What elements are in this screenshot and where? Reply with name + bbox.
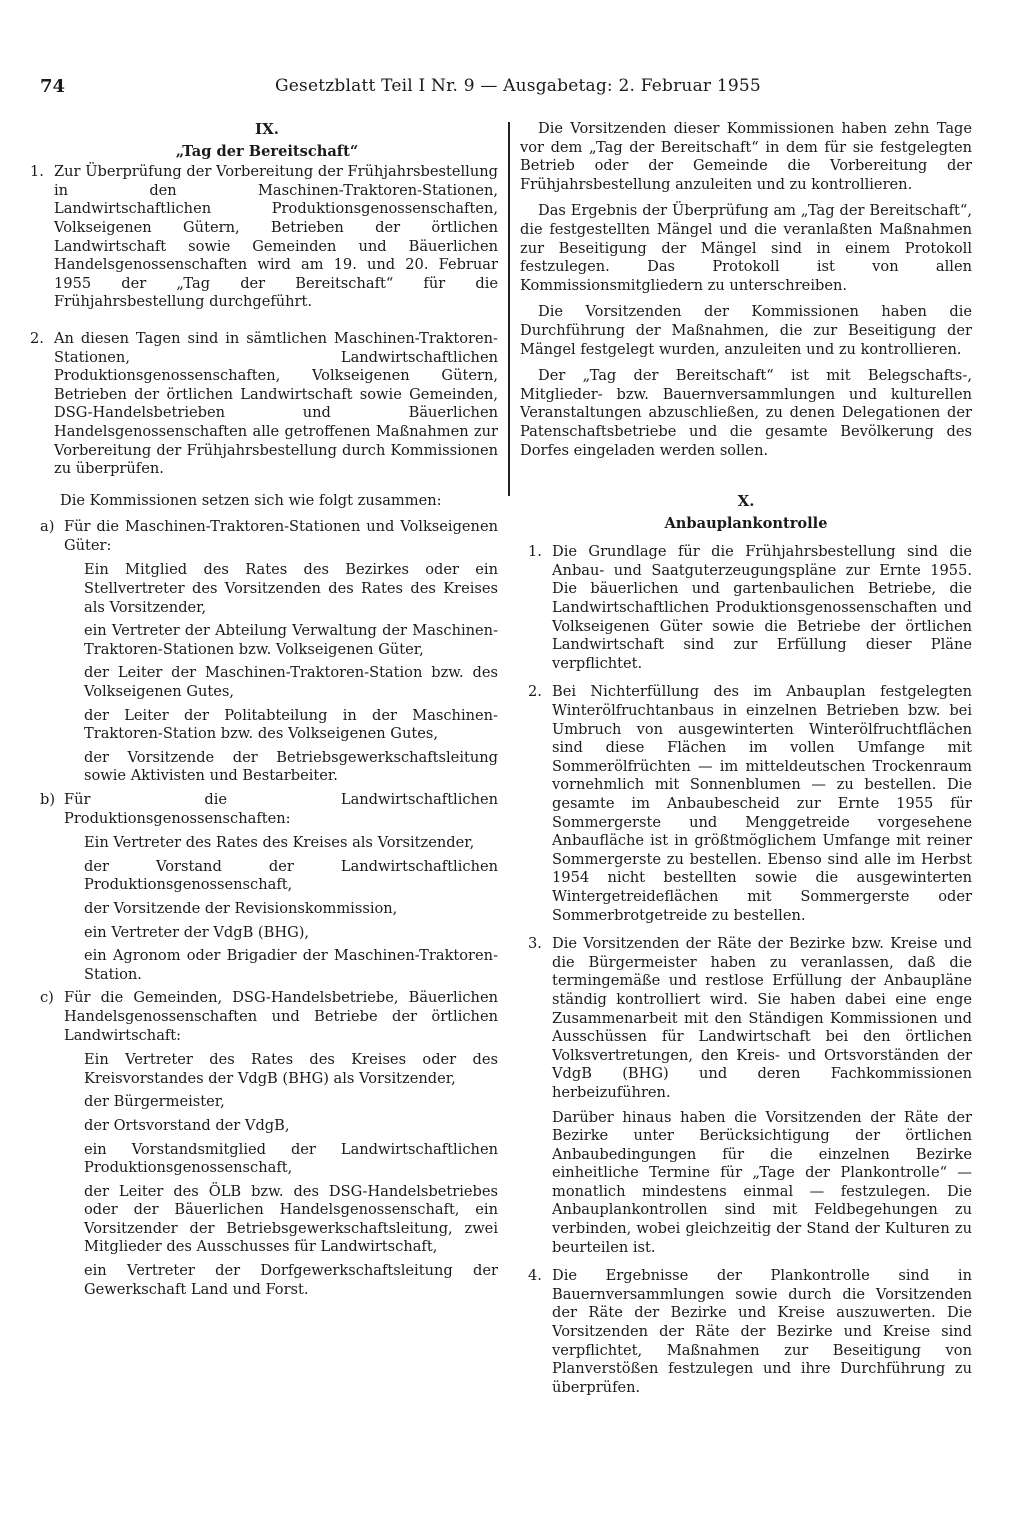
sub-c-entries: [36, 1051, 498, 1299]
section-ix-number: IX.: [255, 120, 279, 138]
sub-a-entry: der Leiter der Maschinen-Traktoren-Station bzw. des Volkseigenen Gutes,: [84, 664, 498, 701]
x-item-2-number: 2.: [528, 683, 542, 701]
sub-c-entry: der Ortsvorstand der VdgB,: [84, 1116, 290, 1134]
sub-b-entry: Ein Vertreter des Rates des Kreises als Vorsitzender,: [84, 834, 475, 852]
sub-c-entry: der Leiter des ÖLB bzw. des DSG-Handelsbetriebes oder der Bäuerlichen Handelsgenossenschaft, ein Vorsitzender der Betriebsgewerkschaftsleitung, zwei Mitglieder des Ausschusses für Landwirtschaft,: [84, 1182, 498, 1256]
page-number: 74: [40, 76, 66, 97]
gazette-title: Gesetzblatt Teil I Nr. 9 — Ausgabetag: 2. Februar 1955: [275, 76, 761, 96]
sub-c: [36, 989, 498, 1045]
left-column: [30, 120, 498, 1304]
ix-item-2-text: An diesen Tagen sind in sämtlichen Maschinen-Traktoren-Stationen, Landwirtschaftlichen Produktionsgenossenschaften, Volkseigenen Gütern, Betrieben der örtlichen Landwirtschaft sowie Gemeinden, DSG-Handelsbetrieben und Bäuerlichen Handelsgenossenschaften alle getroffenen Maßnahmen zur Vorbereitung der Frühjahrsbestellung durch Kommissionen zu überprüfen.: [54, 329, 498, 478]
ix-continuation-paragraph: Das Ergebnis der Überprüfung am „Tag der Bereitschaft“, die festgestellten Mängel und die veranlaßten Maßnahmen zur Beseitigung der Mängel sind in einem Protokoll festzulegen. Das Protokoll ist von allen Kommissionsmitgliedern zu unterschreiben.: [520, 202, 972, 294]
sub-a-entry: ein Vertreter der Abteilung Verwaltung der Maschinen-Traktoren-Stationen bzw. Volkseigenen Güter,: [84, 622, 498, 658]
ix-item-2: [30, 330, 498, 479]
sub-b-entry: der Vorstand der Landwirtschaftlichen Produktionsgenossenschaft,: [84, 857, 498, 894]
sub-a-entry: der Vorsitzende der Betriebsgewerkschaftsleitung sowie Aktivisten und Bestarbeiter.: [84, 748, 498, 785]
sub-c-entry: Ein Vertreter des Rates des Kreises oder des Kreisvorstandes der VdgB (BHG) als Vorsitzender,: [84, 1051, 498, 1087]
sub-a-heading: Für die Maschinen-Traktoren-Stationen und Volkseigenen Güter:: [64, 518, 498, 554]
x-item-2-text: Bei Nichterfüllung des im Anbauplan festgelegten Winterölfruchtanbaus in einzelnen Betrieben bzw. bei Umbruch von ausgewinterten Winterölfruchtflächen sind diese Flächen im vollen Umfange mit Sommerölfrüchten — im mitteldeutschen Trockenraum vornehmlich mit Sonnenblumen — zu bestellen. Die gesamte im Anbaubescheid zur Ernte 1955 für Sommergerste und Menggetreide vorgesehene Anbaufläche ist in größtmöglichem Umfange mit reiner Sommergerste zu bestellen. Ebenso sind alle im Herbst 1954 nicht bestellten sowie die ausgewinterten Wintergetreideflächen mit Sommergerste oder Sommerbrotgetreide zu bestellen.: [552, 683, 972, 924]
x-item-3: [520, 935, 972, 1102]
x-item-4-text: Die Ergebnisse der Plankontrolle sind in Bauernversammlungen sowie durch die Vorsitzenden der Räte der Bezirke und Kreise auszuwerten. Die Vorsitzenden der Räte der Bezirke und Kreise sind verpflichtet, Maßnahmen zur Beseitigung von Planverstößen festzulegen und ihre Durchführung zu überprüfen.: [552, 1267, 972, 1396]
section-gap: [520, 468, 972, 492]
sub-c-heading: Für die Gemeinden, DSG-Handelsbetriebe, Bäuerlichen Handelsgenossenschaften und Betriebe der örtlichen Landwirtschaft:: [64, 989, 498, 1044]
sub-c-entry: ein Vertreter der Dorfgewerkschaftsleitung der Gewerkschaft Land und Forst.: [84, 1262, 498, 1298]
commissions-intro: Die Kommissionen setzen sich wie folgt zusammen:: [60, 491, 442, 509]
x-item-1-number: 1.: [528, 543, 542, 561]
x-item-3-number: 3.: [528, 935, 542, 953]
sub-b: [36, 791, 498, 828]
x-item-1: [520, 543, 972, 673]
column-rule: [508, 122, 510, 496]
ix-continuation-paragraph: Der „Tag der Bereitschaft“ ist mit Belegschafts-, Mitglieder- bzw. Bauernversammlungen und kulturellen Veranstaltungen abzuschließen, zu denen Delegationen der Patenschaftsbetriebe und die gesamte Bevölkerung des Dorfes eingeladen werden sollen.: [520, 367, 972, 459]
sub-c-label: c): [40, 989, 54, 1007]
x-item-2: [520, 683, 972, 925]
x-item-3-paragraph-2: Darüber hinaus haben die Vorsitzenden der Räte der Bezirke unter Berücksichtigung der örtlichen Anbaubedingungen für die einzelnen Bezirke einheitliche Termine für „Tage der Plankontrolle“ — monatlich mindestens einmal — festzulegen. Die Anbauplankontrollen sind mit Feldbegehungen zu verbinden, wobei gleichzeitig der Stand der Kulturen zu beurteilen ist.: [552, 1108, 972, 1256]
sub-a: [36, 518, 498, 555]
ix-continuation-paragraph: Die Vorsitzenden dieser Kommissionen haben zehn Tage vor dem „Tag der Bereitschaft“ in dem für sie festgelegten Betrieb oder der Gemeinde die Vorbereitung der Frühjahrsbestellung anzuleiten und zu kontrollieren.: [520, 120, 972, 193]
x-item-4: [520, 1267, 972, 1397]
sub-a-entry: Ein Mitglied des Rates des Bezirkes oder ein Stellvertreter des Vorsitzenden des Rates des Kreises als Vorsitzender,: [84, 561, 498, 616]
ix-item-1-number: 1.: [30, 163, 44, 181]
sub-a-label: a): [40, 518, 55, 536]
ix-continuation-paragraph: Die Vorsitzenden der Kommissionen haben die Durchführung der Maßnahmen, die zur Beseitigung der Mängel festgelegt wurden, anzuleiten und zu kontrollieren.: [520, 303, 972, 358]
right-column: [520, 120, 972, 1407]
section-x-number: X.: [737, 492, 755, 511]
sub-b-entry: ein Vertreter der VdgB (BHG),: [84, 923, 310, 941]
x-item-3-text: Die Vorsitzenden der Räte der Bezirke bzw. Kreise und die Bürgermeister haben zu veranlassen, daß die termingemäße und restlose Erfüllung der Anbaupläne ständig kontrolliert wird. Sie haben dabei eine enge Zusammenarbeit mit den Ständigen Kommissionen und Ausschüssen für Landwirtschaft bei den örtlichen Volksvertretungen, den Kreis- und Ortsvorständen der VdgB (BHG) und deren Fachkommissionen herbeizuführen.: [552, 935, 972, 1101]
section-ix-title: „Tag der Bereitschaft“: [175, 142, 359, 160]
sub-c-entry: ein Vorstandsmitglied der Landwirtschaftlichen Produktionsgenossenschaft,: [84, 1140, 498, 1177]
sub-c-entry: der Bürgermeister,: [84, 1093, 225, 1111]
ix-item-2-number: 2.: [30, 329, 44, 347]
page-header: [40, 76, 984, 100]
sub-b-entry: ein Agronom oder Brigadier der Maschinen-Traktoren-Station.: [84, 947, 498, 983]
section-x-title: Anbauplankontrolle: [664, 514, 828, 532]
x-item-1-text: Die Grundlage für die Frühjahrsbestellung sind die Anbau- und Saatguterzeugungspläne zur Ernte 1955. Die bäuerlichen und gartenbaulichen Betriebe, die Landwirtschaftlichen Produktionsgenossenschaften und Volkseigenen Güter sowie die Betriebe der örtlichen Landwirtschaft sind zur Erfüllung dieser Pläne verpflichtet.: [552, 543, 972, 672]
sub-a-entries: [36, 561, 498, 786]
sub-b-label: b): [40, 791, 56, 808]
sub-a-entry: der Leiter der Politabteilung in der Maschinen-Traktoren-Station bzw. des Volkseigenen Gutes,: [84, 706, 498, 743]
x-item-4-number: 4.: [528, 1267, 542, 1285]
sub-b-entries: [36, 834, 498, 984]
ix-item-1-text: Zur Überprüfung der Vorbereitung der Frühjahrsbestellung in den Maschinen-Traktoren-Stationen, Landwirtschaftlichen Produktionsgenossenschaften, Volkseigenen Gütern, Betrieben der örtlichen Landwirtschaft sowie Gemeinden und Bäuerlichen Handelsgenossenschaften wird am 19. und 20. Februar 1955 der „Tag der Bereitschaft“ für die Frühjahrsbestellung durchgeführt.: [54, 163, 498, 311]
sub-b-entry: der Vorsitzende der Revisionskommission,: [84, 899, 398, 917]
sub-b-heading: Für die Landwirtschaftlichen Produktionsgenossenschaften:: [64, 791, 498, 827]
ix-item-1: [30, 163, 498, 312]
